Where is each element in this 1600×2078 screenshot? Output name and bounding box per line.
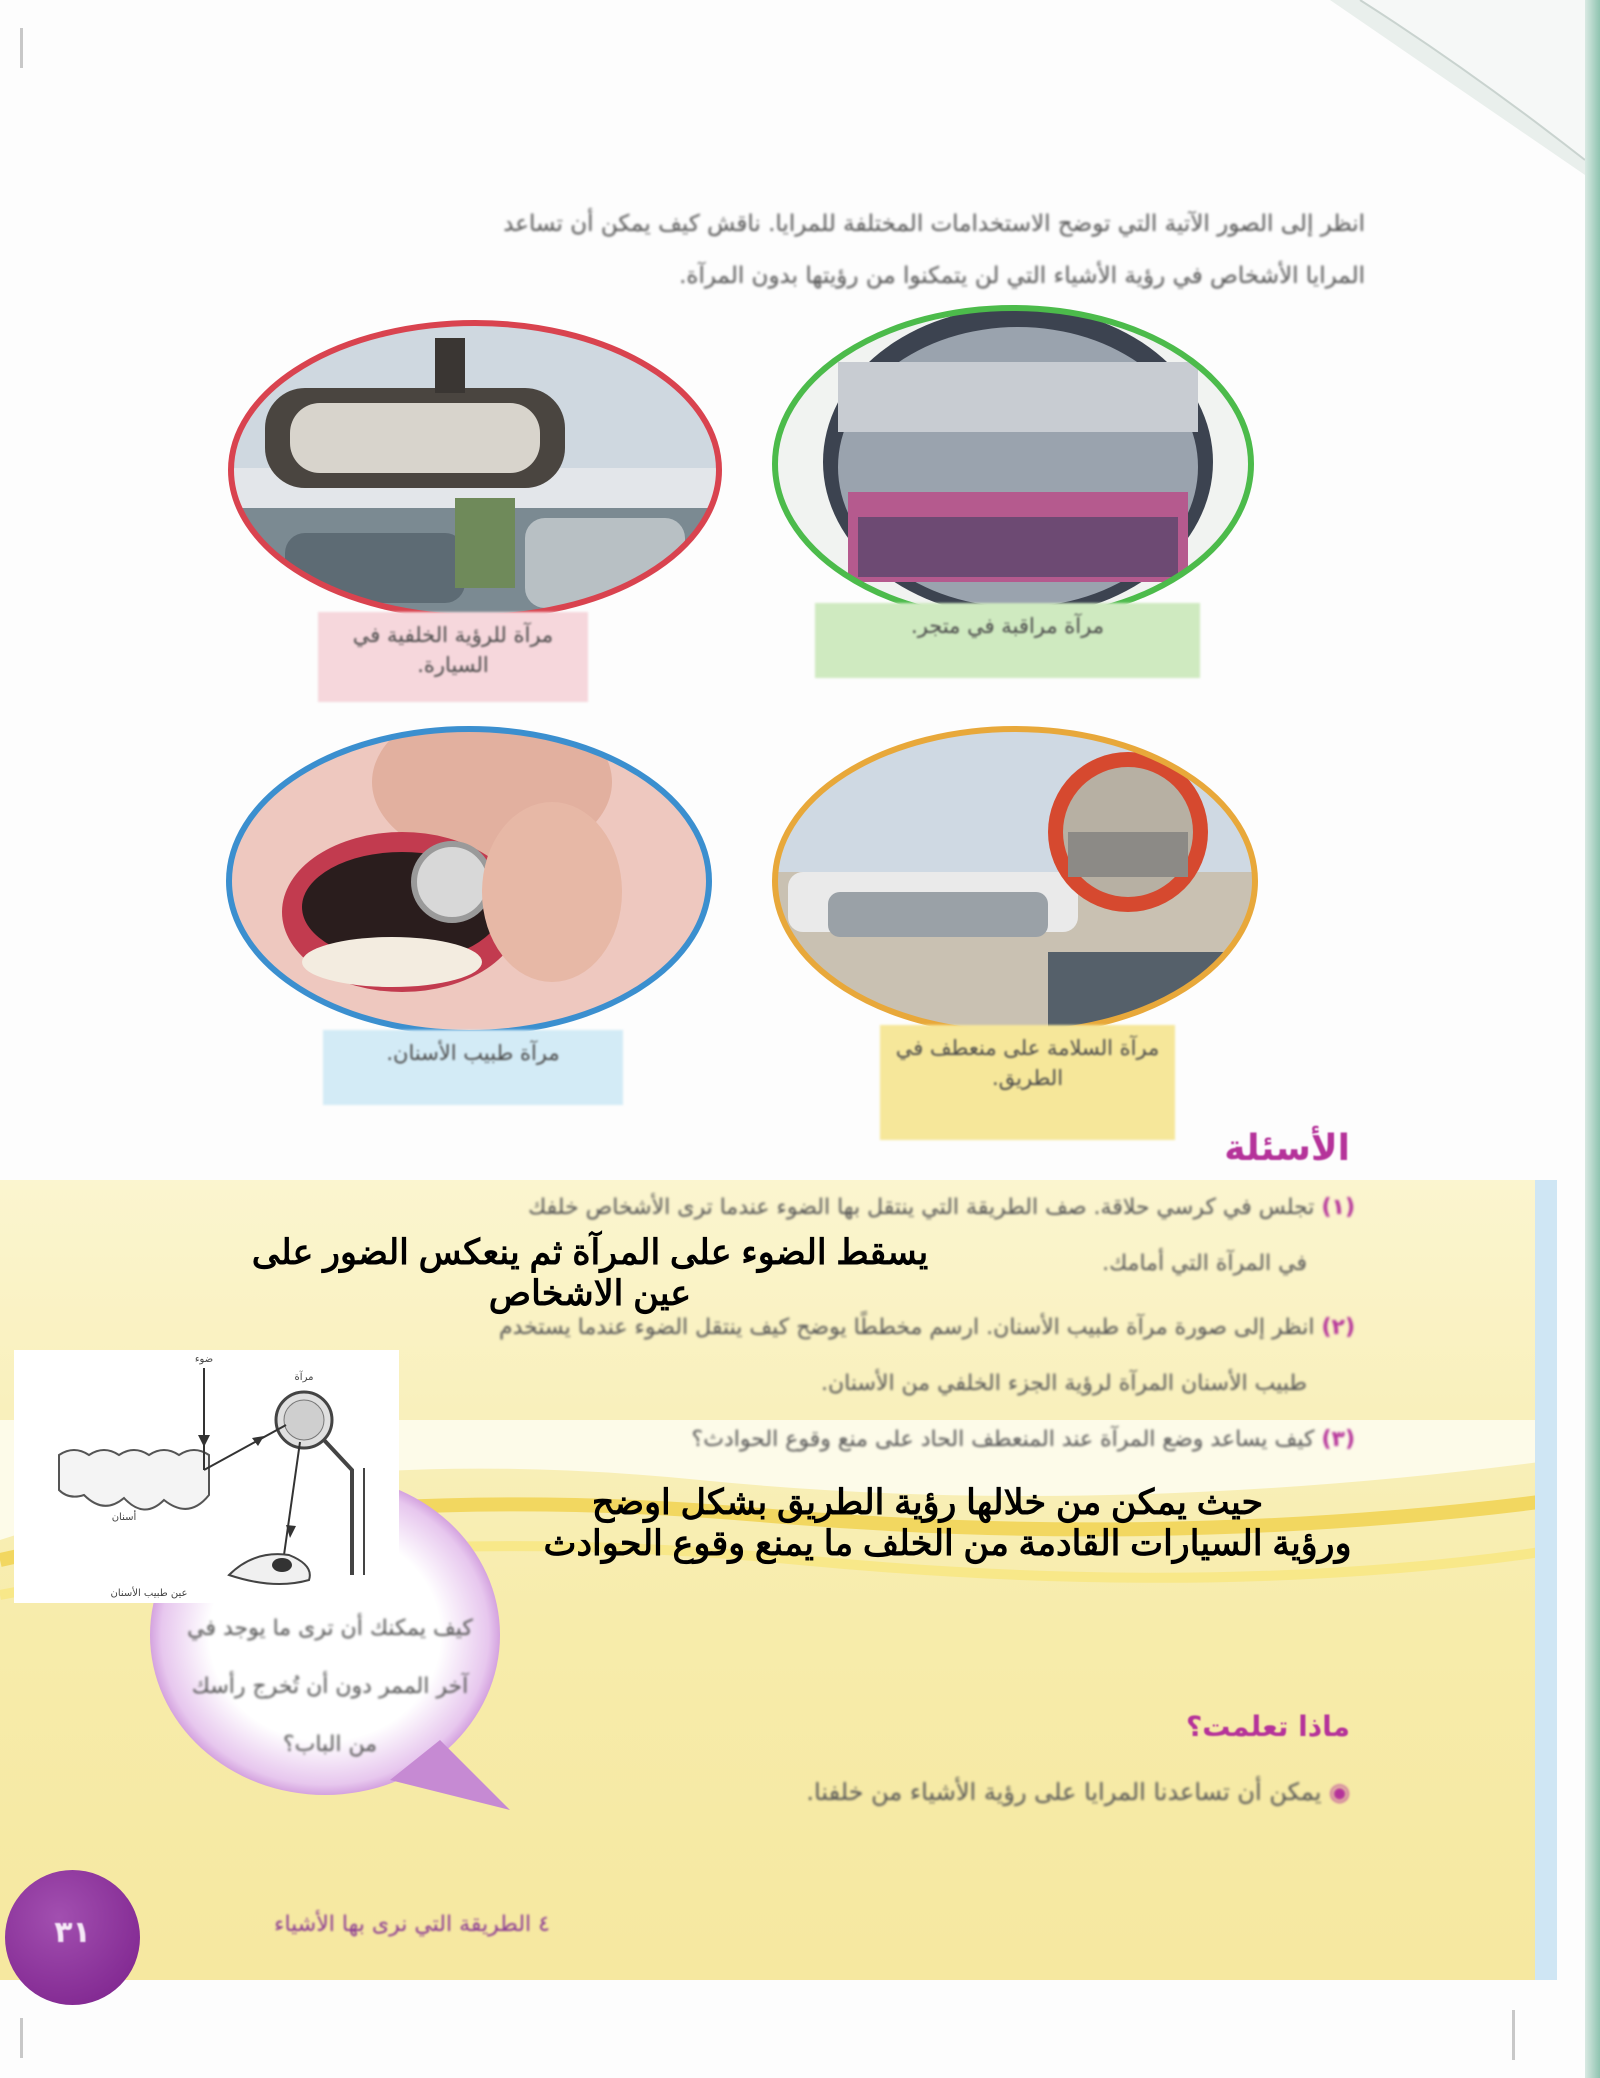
- bullet-icon: ◉: [1329, 1778, 1350, 1806]
- question-number: (١): [1321, 1195, 1355, 1220]
- intro-paragraph: [175, 198, 1365, 302]
- shop-mirror-photo: [768, 302, 1258, 627]
- page-number: ٣١: [54, 1915, 91, 1950]
- question-number: (٣): [1321, 1427, 1355, 1452]
- binding-mark: [20, 28, 23, 68]
- panel-edge: [1535, 1180, 1557, 1980]
- diagram-teeth-label: أسنان: [111, 1512, 137, 1523]
- diagram-light-label: ضوء: [194, 1354, 214, 1365]
- question-1: (١) تجلس في كرسي حلاقة. صف الطريقة التي ينتقل بها الضوء عندما ترى الأشخاص خلفك في المرآة التي أمامك.: [528, 1195, 1355, 1276]
- learned-heading: ماذا تعلمت؟: [1186, 1710, 1350, 1743]
- answer-3: [400, 1482, 1495, 1564]
- learned-item: ◉ يمكن أن تساعدنا المرايا على رؤية الأشياء من خلفنا.: [806, 1778, 1350, 1806]
- diagram-eye-label: عين طبيب الأسنان: [110, 1588, 188, 1599]
- answer-1: [140, 1232, 1040, 1314]
- shop-caption: مرآة مراقبة في متجر.: [815, 603, 1200, 678]
- question-3: (٣) كيف يساعد وضع المرآة عند المنعطف الحاد على منع وقوع الحوادث؟: [691, 1427, 1355, 1452]
- rearview-caption: مرآة للرؤية الخلفية في السيارة.: [318, 612, 588, 702]
- chapter-title: ٤ الطريقة التي نرى بها الأشياء: [274, 1912, 550, 1937]
- binding-mark: [1512, 2010, 1515, 2060]
- intro-line-2: المرايا الأشخاص في رؤية الأشياء التي لن يتمكنوا من رؤيتها بدون المرآة.: [679, 263, 1365, 289]
- answer-3-line-1: حيث يمكن من خلالها رؤية الطريق بشكل اوضح: [591, 1483, 1264, 1522]
- diagram-mirror-label: مرآة: [294, 1372, 314, 1383]
- rearview-mirror-photo: [225, 318, 725, 623]
- dentist-light-diagram: [14, 1350, 399, 1603]
- intro-line-1: انظر إلى الصور الآتية التي توضح الاستخدامات المختلفة للمرايا. ناقش كيف يمكن أن تساعد: [503, 211, 1365, 237]
- question-number: (٢): [1321, 1315, 1355, 1340]
- answer-3-line-2: ورؤية السيارات القادمة من الخلف ما يمنع وقوع الحوادث: [543, 1524, 1352, 1563]
- dentist-mirror-photo: [222, 722, 717, 1040]
- safety-mirror-photo: [768, 722, 1263, 1040]
- page-curl-icon: [1330, 0, 1585, 175]
- bubble-question: كيف يمكنك أن ترى ما يوجد في آخر الممر دون أن تُخرج رأسك من الباب؟: [187, 1616, 473, 1757]
- answer-1-line-2: عين الاشخاص: [488, 1274, 692, 1313]
- binding-mark: [20, 2018, 23, 2058]
- question-2: (٢) انظر إلى صورة مرآة طبيب الأسنان. ارسم مخططًا يوضح كيف ينتقل الضوء عندما يستخدم طبيب الأسنان المرآة لرؤية الجزء الخلفي من الأسنان.: [499, 1315, 1355, 1396]
- answer-1-line-1: يسقط الضوء على المرآة ثم ينعكس الضور على: [251, 1233, 929, 1272]
- page-edge: [1585, 0, 1600, 2078]
- safety-caption: مرآة السلامة على منعطف في الطريق.: [880, 1025, 1175, 1140]
- dentist-caption: مرآة طبيب الأسنان.: [323, 1030, 623, 1105]
- questions-heading: الأسئلة: [1224, 1128, 1350, 1169]
